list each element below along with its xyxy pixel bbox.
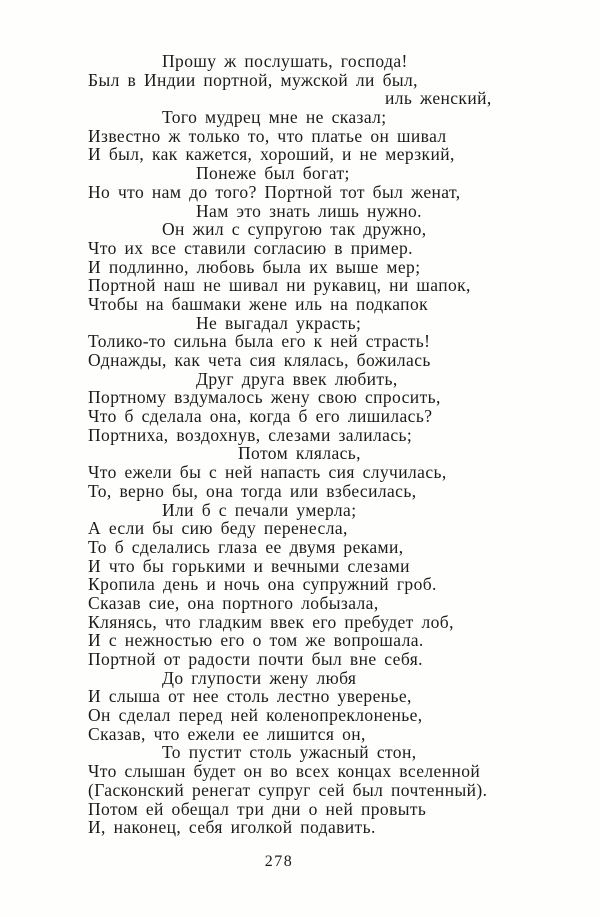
poem-line: То, верно бы, она тогда или взбесилась, <box>88 480 417 501</box>
poem-line: Понеже был богат; <box>196 163 350 184</box>
poem-line: Что ежели бы с ней напасть сия случилась, <box>88 462 447 483</box>
poem-line: А если бы сию беду перенесла, <box>88 518 348 539</box>
poem-line: Друг друга ввек любить, <box>196 368 398 389</box>
poem-line: Портниха, воздохнув, слезами залилась; <box>88 424 413 445</box>
poem-line: Чтобы на башмаки жене иль на подкапок <box>88 293 428 314</box>
poem-line: И что бы горькими и вечными слезами <box>88 555 410 576</box>
poem-line: Что б сделала она, когда б его лишилась? <box>88 406 433 427</box>
page-number: 278 <box>264 853 294 870</box>
poem-line: Портной от радости почти был вне себя. <box>88 649 423 669</box>
poem-line: Сказав, что ежели ее лишится он, <box>88 723 366 744</box>
poem-line: Он жил с супругою так дружно, <box>162 219 427 240</box>
poem-line: Однажды, как чета сия клялась, божилась <box>88 350 431 370</box>
poem-line: До глупости жену любя <box>162 667 357 688</box>
poem-line: И, наконец, себя иголкой подавить. <box>88 817 376 838</box>
poem-line: (Гасконский ренегат супруг сей был почтенный). <box>88 779 488 800</box>
poem-line: Потом клялась, <box>238 443 361 464</box>
poem-line: Не выгадал украсть; <box>196 312 362 333</box>
poem-line: Был в Индии портной, мужской ли был, <box>88 69 418 90</box>
poem-line: И с нежностью его о том же вопрошала. <box>88 630 424 651</box>
poem-line: То б сделались глаза ее двумя реками, <box>88 536 404 557</box>
poem-line: И подлинно, любовь была их выше мер; <box>88 256 421 277</box>
poem-line: Толико-то сильна была его к ней страсть! <box>88 331 431 352</box>
poem-line: Он сделал перед ней коленопреклоненье, <box>88 705 423 726</box>
poem-line: И был, как кажется, хороший, и не мерзкий, <box>88 144 455 165</box>
poem-line: Того мудрец мне не сказал; <box>162 107 387 128</box>
poem-line: Прошу ж послушать, господа! <box>162 51 408 71</box>
poem-text <box>88 52 492 837</box>
poem-line: И слыша от нее столь лестно уверенье, <box>88 686 412 707</box>
poem-line: иль женский, <box>385 88 492 109</box>
poem-line: То пустит столь ужасный стон, <box>162 742 417 763</box>
poem-line: Или б с печали умерла; <box>162 499 357 520</box>
poem-line: Что слышан будет он во всех концах вселенной <box>88 761 481 782</box>
poem-line: Сказав сие, она портного лобызала, <box>88 592 379 613</box>
poem-line: Но что нам до того? Портной тот был женат, <box>88 181 461 202</box>
poem-line: Потом ей обещал три дни о ней провыть <box>88 798 427 819</box>
poem-line: Клянясь, что гладким ввек его пребудет лоб, <box>88 611 454 632</box>
poem-line: Нам это знать лишь нужно. <box>196 200 422 221</box>
poem-line: Известно ж только то, что платье он шивал <box>88 125 447 146</box>
poem-line: Портному вздумалось жену свою спросить, <box>88 387 441 408</box>
poem-line: Что их все ставили согласию в пример. <box>88 237 413 258</box>
poem-line: Кропила день и ночь она супружний гроб. <box>88 574 437 595</box>
poem-line: Портной наш не шивал ни рукавиц, ни шапок, <box>88 275 471 296</box>
